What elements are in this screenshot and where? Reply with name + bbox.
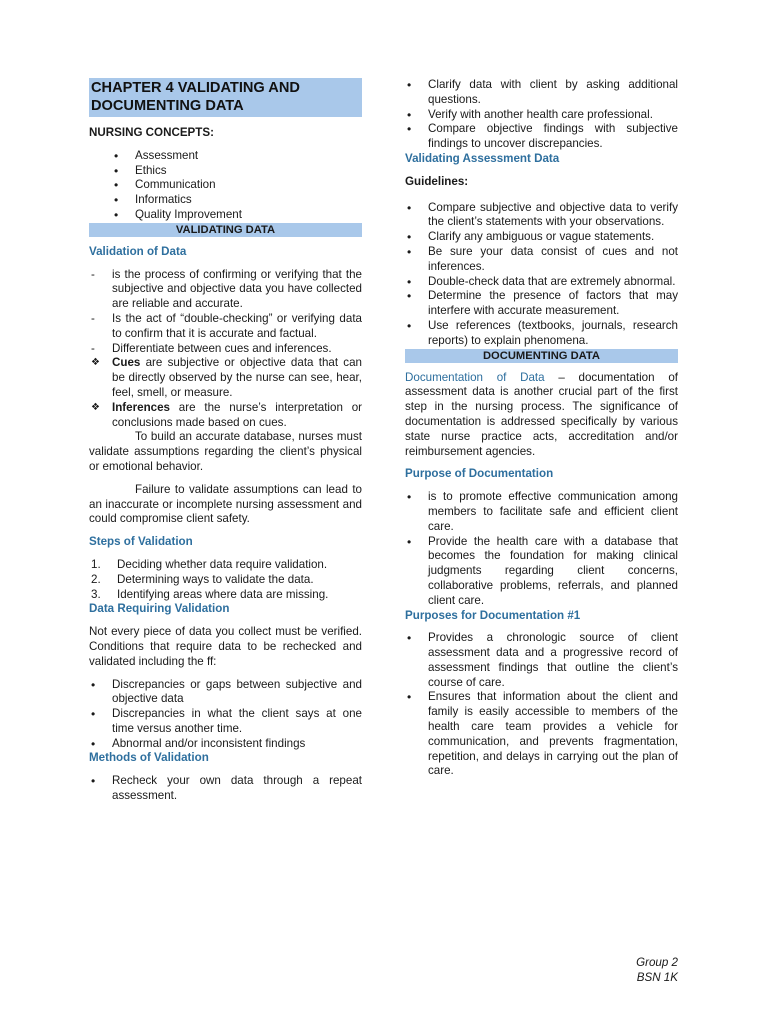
list-item: • Clarify data with client by asking additional questions. — [405, 78, 678, 108]
list-item: • Quality Improvement — [89, 208, 362, 223]
list-item: • Ensures that information about the client and family is easily accessible to members of the health care team provides a vehicle for communication, and prevents fragmentation, repetition, and delays in carrying out the plan of care. — [405, 690, 678, 779]
list-item: • Double-check data that are extremely abnormal. — [405, 275, 678, 290]
nursing-concepts-label: NURSING CONCEPTS: — [89, 126, 214, 139]
methods-heading: Methods of Validation — [89, 751, 209, 765]
validation-definitions-list — [89, 268, 362, 357]
nursing-concepts-list — [89, 149, 362, 223]
list-item: • is to promote effective communication among members to facilitate safe and efficient client care. — [405, 490, 678, 534]
step-number: 2. — [91, 572, 101, 586]
purpose-heading: Purpose of Documentation — [405, 467, 554, 481]
list-item — [89, 573, 362, 588]
step-text: Determining ways to validate the data. — [117, 572, 314, 586]
validation-of-data-heading: Validation of Data — [89, 244, 187, 258]
purposes-1-heading: Purposes for Documentation #1 — [405, 608, 581, 622]
chapter-title: CHAPTER 4 VALIDATING AND DOCUMENTING DATA — [89, 78, 362, 117]
validating-data-bar: VALIDATING DATA — [89, 223, 362, 237]
steps-heading: Steps of Validation — [89, 535, 193, 549]
list-item: • Abnormal and/or inconsistent findings — [89, 737, 362, 752]
footer-group: Group 2 — [636, 956, 678, 969]
documenting-data-bar: DOCUMENTING DATA — [405, 349, 678, 363]
list-item: • Ethics — [89, 164, 362, 179]
list-item: • Verify with another health care professional. — [405, 108, 678, 123]
paragraph-database: To build an accurate database, nurses must validate assumptions regarding the client’s physical or emotional behavior. — [89, 430, 362, 473]
step-number: 3. — [91, 587, 101, 601]
documentation-paragraph — [405, 371, 678, 460]
list-item: • Provide the health care with a database that becomes the foundation for making clinical judgments regarding client concerns, collaborative problems, referrals, and planned client care. — [405, 535, 678, 609]
documentation-definition: – documentation of assessment data is another crucial part of the first step in the nursing process. The significance of documentation is addressed specifically by various state nurse practice acts, accreditation and/or reimbursement agencies. — [405, 370, 678, 458]
list-item: • Be sure your data consist of cues and not inferences. — [405, 245, 678, 275]
purpose-list — [405, 490, 678, 608]
list-item — [89, 588, 362, 603]
left-column — [89, 78, 362, 804]
requiring-list — [89, 678, 362, 752]
list-item: • Use references (textbooks, journals, research reports) to explain phenomena. — [405, 319, 678, 349]
documentation-term: Documentation of Data — [405, 370, 545, 384]
methods-list-continued — [405, 78, 678, 152]
data-requiring-validation-heading: Data Requiring Validation — [89, 602, 230, 616]
paragraph-failure: Failure to validate assumptions can lead to an inaccurate or incomplete nursing assessment and could compromise client safety. — [89, 482, 362, 526]
list-item: • Informatics — [89, 193, 362, 208]
list-item: - Differentiate between cues and inferences. — [89, 342, 362, 357]
inferences-definition: are the nurse’s interpretation or conclusions made based on cues. — [112, 400, 362, 429]
purposes-1-list — [405, 631, 678, 779]
guidelines-label: Guidelines: — [405, 174, 469, 188]
list-item: • Clarify any ambiguous or vague statements. — [405, 230, 678, 245]
list-item: • Discrepancies or gaps between subjective and objective data — [89, 678, 362, 708]
list-item: • Assessment — [89, 149, 362, 164]
steps-list — [89, 558, 362, 602]
guidelines-list — [405, 201, 678, 349]
step-number: 1. — [91, 557, 101, 571]
step-text: Identifying areas where data are missing. — [117, 587, 329, 601]
inferences-term: Inferences — [112, 400, 170, 414]
cues-definition: are subjective or objective data that can be directly observed by the nurse can see, hear, feel, smell, or measure. — [112, 356, 362, 399]
paragraph-requiring: Not every piece of data you collect must be verified. Conditions that require data to be rechecked and validated including the ff: — [89, 625, 362, 668]
cues-term: Cues — [112, 356, 141, 370]
list-item: - is the process of confirming or verifying that the subjective and objective data you have collected are reliable and accurate. — [89, 268, 362, 312]
list-item — [89, 558, 362, 573]
cues-inferences-list — [89, 356, 362, 430]
methods-list — [89, 774, 362, 804]
list-item: • Compare subjective and objective data to verify the client’s statements with your observations. — [405, 201, 678, 231]
cues-item — [89, 356, 362, 400]
footer — [636, 955, 678, 985]
validating-assessment-heading: Validating Assessment Data — [405, 151, 560, 165]
list-item: • Provides a chronologic source of client assessment data and a progressive record of assessment findings that outline the client’s course of care. — [405, 631, 678, 690]
footer-section: BSN 1K — [636, 971, 678, 984]
right-column — [405, 78, 678, 779]
list-item: • Discrepancies in what the client says at one time versus another time. — [89, 707, 362, 737]
inferences-item — [89, 401, 362, 431]
list-item: • Communication — [89, 178, 362, 193]
step-text: Deciding whether data require validation. — [117, 557, 328, 571]
list-item: • Compare objective findings with subjective findings to uncover discrepancies. — [405, 122, 678, 152]
list-item: • Recheck your own data through a repeat assessment. — [89, 774, 362, 804]
list-item: • Determine the presence of factors that may interfere with accurate measurement. — [405, 289, 678, 319]
list-item: - Is the act of “double-checking” or verifying data to confirm that it is accurate and factual. — [89, 312, 362, 342]
